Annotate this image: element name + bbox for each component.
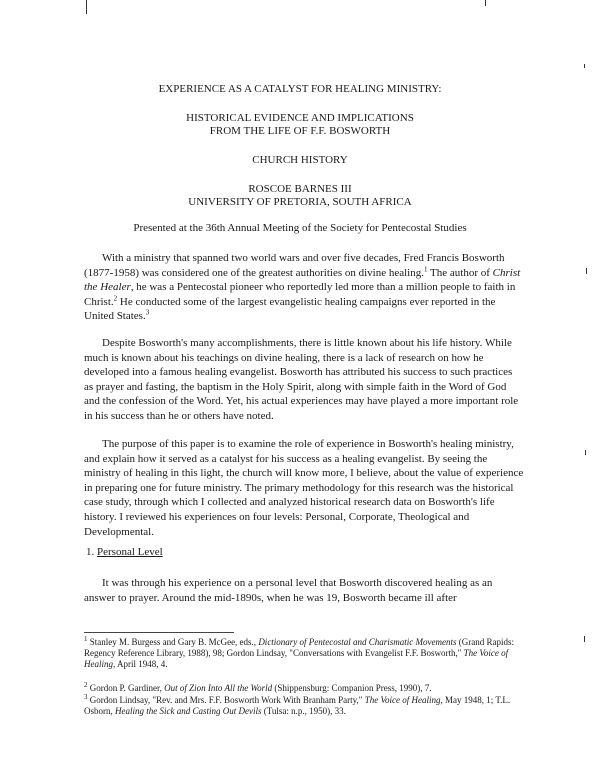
author-affiliation: UNIVERSITY OF PRETORIA, SOUTH AFRICA [188,196,412,208]
footnote-1-text-c: , April 1948, 4. [113,659,168,669]
footnote-2 [84,683,529,694]
scan-mark-right-1 [584,64,585,68]
section-label: CHURCH HISTORY [252,154,348,166]
scan-mark-right-3 [585,450,586,455]
footnote-1 [84,637,529,670]
paragraph-1 [84,251,524,324]
footnote-2-text-b: (Shippensburg: Companion Press, 1990), 7. [272,683,432,693]
scan-mark-top-right [485,0,486,6]
paragraph-3 [84,437,524,539]
paragraph-4-text: It was through his experience on a personal level that Bosworth discovered healing as an answer to prayer. Around the mid-1890s, when he was 19, Bosworth became ill after [84,577,493,604]
footnote-ref-3[interactable]: 3 [145,308,150,317]
section-heading-number: 1. [86,546,95,558]
paragraph-2 [84,336,524,424]
footnote-ref-2[interactable]: 2 [113,294,118,303]
footnote-2-number: 2 [84,681,88,689]
paper-title-line-3: FROM THE LIFE OF F.F. BOSWORTH [209,125,391,137]
scan-mark-right-4 [584,636,585,642]
footnote-ref-1[interactable]: 1 [424,264,428,273]
book-title: Christ the Healer [84,266,521,294]
paper-title-line-1: EXPERIENCE AS A CATALYST FOR HEALING MINISTRY: [158,83,442,95]
paragraph-1-text-d: He conducted some of the largest evangelistic healing campaigns ever reported in the United States. [84,295,496,323]
footnote-3-text-c: (Tulsa: n.p., 1950), 33. [261,706,346,716]
footnote-1-text-a: Stanley M. Burgess and Gary B. McGee, eds., [89,637,259,647]
footnote-1-text-b: (Grand Rapids: Regency Reference Library, 1988), 98; Gordon Lindsay, "Conversations with Evangelist F.F. Bosworth," [84,637,515,658]
footnote-1-italic-1: Dictionary of Pentecostal and Charismatic Movements [258,637,457,647]
footnote-2-text-a: Gordon P. Gardiner, [89,683,165,693]
footnote-3-italic-2: Healing the Sick and Casting Out Devils [115,706,262,716]
footnote-3-number: 3 [84,693,88,701]
section-heading-label: Personal Level [97,546,163,558]
footnote-3-italic-1: The Voice of Healing [364,695,441,705]
footnote-3-text-a: Gordon Lindsay, "Rev. and Mrs. F.F. Bosworth Work With Branham Party," [89,695,365,705]
paragraph-4 [84,576,524,605]
author-name: ROSCOE BARNES III [248,183,352,195]
footnote-1-italic-2: The Voice of Healing [84,648,509,669]
paragraph-1-text-c: , he was a Pentecostal pioneer who reportedly led more than a million people to faith in Christ. [84,281,516,308]
paragraph-2-text: Despite Bosworth's many accomplishments, there is little known about his life history. While much is known about his teachings on divine healing, there is a lack of research on how he developed into a famous healing evangelist. Bosworth has attributed his success to such practices as prayer and fasting, the baptism in the Holy Spirit, along with simple faith in the Word of God and the confession of the Word. Yet, his actual experiences may have played a more important role in his success than he or others have noted. [84,337,519,422]
scan-mark-right-2 [586,268,587,274]
paper-title-line-2: HISTORICAL EVIDENCE AND IMPLICATIONS [186,112,414,124]
scan-mark-top [86,0,87,14]
presentation-note: Presented at the 36th Annual Meeting of the Society for Pentecostal Studies [133,222,467,234]
footnote-1-number: 1 [84,635,88,643]
paragraph-1-text-b: The author of [427,266,493,279]
footnote-2-italic-1: Out of Zion Into All the World [164,683,273,693]
section-heading-personal-level [86,546,163,558]
paragraph-1-text-a: With a ministry that spanned two world wars and over five decades, Fred Francis Bosworth (1877-1958) was considered one of the greatest authorities on divine healing. [84,252,505,279]
paragraph-3-text: The purpose of this paper is to examine the role of experience in Bosworth's healing ministry, and explain how it served as a catalyst for his success as a healing evangelist. By seeing the ministry of healing in this light, the church will know more, I believe, about the value of experience in preparing one for future ministry. The primary methodology for this research was the historical case study, through which I collected and analyzed historical research data on Bosworth's life history. I reviewed his experiences on four levels: Personal, Corporate, Theological and Developmental. [84,438,524,538]
footnote-3 [84,695,529,717]
footnote-divider [84,632,234,633]
footnote-3-text-b: , May 1948, 1; T.L. Osborn, [84,695,511,716]
